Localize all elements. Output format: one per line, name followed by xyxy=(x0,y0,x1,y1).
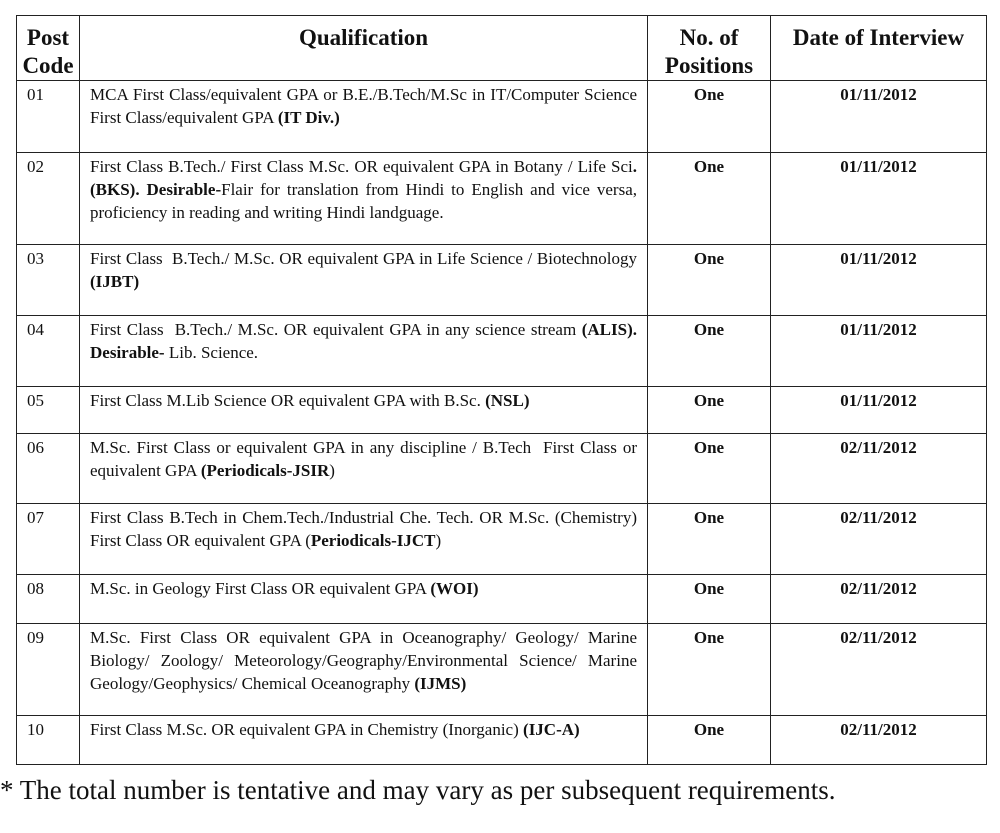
qualification-text: First Class B.Tech./ M.Sc. OR equivalent GPA in Life Science / Biotechnology xyxy=(90,249,642,268)
table-row xyxy=(17,716,987,765)
post-code-cell: 02 xyxy=(17,153,80,245)
qualification-text: M.Sc. First Class OR equivalent GPA in Oceanography/ Geology/ Marine Biology/ Zoology/ Meteorology/Geography/Environmental Science/ Marine Geology/Geophysics/ Chemical Oceanography xyxy=(90,628,642,693)
post-code-cell: 07 xyxy=(17,504,80,575)
positions-cell: One xyxy=(648,316,771,387)
qualification-cell xyxy=(80,387,648,434)
interview-date-cell: 02/11/2012 xyxy=(771,434,987,504)
table-row xyxy=(17,387,987,434)
qualification-cell xyxy=(80,153,648,245)
qualification-text: First Class B.Tech in Chem.Tech./Industrial Che. Tech. OR M.Sc. (Chemistry) First Class OR equivalent GPA ( xyxy=(90,508,642,550)
qualification-text: First Class M.Lib Science OR equivalent GPA with B.Sc. xyxy=(90,391,486,410)
qualification-division: (ALIS). Desirable- xyxy=(90,320,637,362)
positions-table xyxy=(16,15,987,765)
table-row xyxy=(17,153,987,245)
post-code-cell: 04 xyxy=(17,316,80,387)
interview-date-cell: 01/11/2012 xyxy=(771,153,987,245)
interview-date-cell: 02/11/2012 xyxy=(771,575,987,624)
header-positions-line2: Positions xyxy=(664,53,754,78)
qualification-division: (IT Div.) xyxy=(277,108,340,127)
table-row xyxy=(17,434,987,504)
positions-cell: One xyxy=(648,153,771,245)
qualification-text: First Class B.Tech./ First Class M.Sc. OR equivalent GPA in Botany / Life Sci xyxy=(90,157,633,176)
interview-date-cell: 02/11/2012 xyxy=(771,716,987,765)
table-row xyxy=(17,575,987,624)
qualification-cell xyxy=(80,716,648,765)
interview-date-cell: 02/11/2012 xyxy=(771,504,987,575)
qualification-text: MCA First Class/equivalent GPA or B.E./B.Tech/M.Sc in IT/Computer Science First Class/equivalent GPA xyxy=(90,85,642,127)
qualification-extra: Lib. Science. xyxy=(164,343,259,362)
qualification-division: (IJBT) xyxy=(90,272,140,291)
header-positions xyxy=(648,16,771,81)
table-row xyxy=(17,316,987,387)
qualification-extra: ) xyxy=(329,461,335,480)
positions-cell: One xyxy=(648,434,771,504)
positions-cell: One xyxy=(648,716,771,765)
positions-cell: One xyxy=(648,575,771,624)
post-code-cell: 03 xyxy=(17,245,80,316)
interview-date-cell: 01/11/2012 xyxy=(771,316,987,387)
qualification-cell xyxy=(80,504,648,575)
positions-cell: One xyxy=(648,504,771,575)
qualification-cell xyxy=(80,316,648,387)
post-code-cell: 08 xyxy=(17,575,80,624)
interview-date-cell: 02/11/2012 xyxy=(771,624,987,716)
header-post-code-line2: Code xyxy=(22,53,74,78)
post-code-cell: 10 xyxy=(17,716,80,765)
footnote: * The total number is tentative and may vary as per subsequent requirements. xyxy=(0,775,836,805)
header-post-code-line1: Post xyxy=(26,25,70,50)
interview-date-cell: 01/11/2012 xyxy=(771,245,987,316)
positions-cell: One xyxy=(648,245,771,316)
positions-cell: One xyxy=(648,624,771,716)
qualification-cell xyxy=(80,81,648,153)
qualification-division: Periodicals-IJCT xyxy=(310,531,436,550)
qualification-cell xyxy=(80,434,648,504)
positions-cell: One xyxy=(648,387,771,434)
positions-cell: One xyxy=(648,81,771,153)
post-code-cell: 09 xyxy=(17,624,80,716)
table-row xyxy=(17,504,987,575)
header-post-code xyxy=(17,16,80,81)
header-positions-line1: No. of xyxy=(679,25,739,50)
post-code-cell: 06 xyxy=(17,434,80,504)
qualification-cell xyxy=(80,245,648,316)
interview-date-cell: 01/11/2012 xyxy=(771,387,987,434)
qualification-extra: Flair for translation from Hindi to English and vice versa, proficiency in reading and writing Hindi landguage. xyxy=(90,180,642,222)
qualification-text: First Class M.Sc. OR equivalent GPA in Chemistry (Inorganic) xyxy=(90,720,524,739)
qualification-text: M.Sc. First Class or equivalent GPA in any discipline / B.Tech First Class or equivalent GPA xyxy=(90,438,642,480)
header-qualification: Qualification xyxy=(80,16,648,81)
header-row xyxy=(17,16,987,81)
qualification-extra: ) xyxy=(435,531,442,550)
qualification-division: (IJC-A) xyxy=(523,720,580,739)
interview-date-cell: 01/11/2012 xyxy=(771,81,987,153)
qualification-cell xyxy=(80,624,648,716)
qualification-text: M.Sc. in Geology First Class OR equivalent GPA xyxy=(90,579,431,598)
header-date: Date of Interview xyxy=(771,16,987,81)
qualification-text: First Class B.Tech./ M.Sc. OR equivalent GPA in any science stream xyxy=(90,320,582,339)
post-code-cell: 05 xyxy=(17,387,80,434)
qualification-division: (Periodicals-JSIR xyxy=(200,461,330,480)
table-row xyxy=(17,624,987,716)
post-code-cell: 01 xyxy=(17,81,80,153)
qualification-division: (WOI) xyxy=(430,579,479,598)
qualification-division: (NSL) xyxy=(485,391,530,410)
table-row xyxy=(17,81,987,153)
qualification-cell xyxy=(80,575,648,624)
qualification-division: . (BKS). Desirable- xyxy=(90,157,637,199)
table-row xyxy=(17,245,987,316)
qualification-division: (IJMS) xyxy=(414,674,467,693)
